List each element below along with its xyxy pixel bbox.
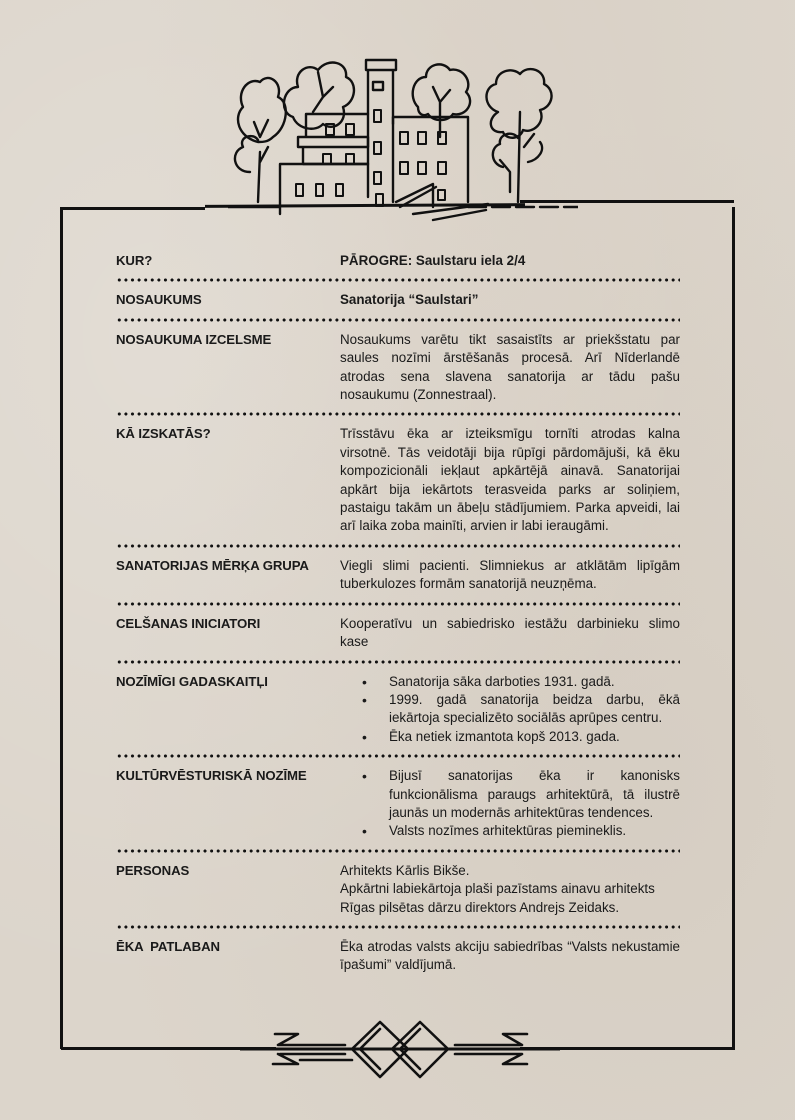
row-value (340, 862, 680, 917)
row-value: Ēka atrodas valsts akciju sabiedrības “Valsts nekustamie īpašumi” valdījumā. (340, 938, 680, 973)
dotted-separator (116, 849, 680, 853)
bullet-item: • Bijusī sanatorijas ēka ir kanonisks funkcionālisma paraugs arhitektūrā, tā ilustrē jaunās un modernās arhitektūras tendences. (340, 767, 680, 822)
row-label: KULTŪRVĒSTURISKĀ NOZĪME (116, 768, 307, 784)
decorative-ornament (240, 1012, 560, 1087)
row-label: NOZĪMĪGI GADASKAITĻI (116, 673, 268, 689)
row-value (340, 767, 680, 841)
row-name (116, 291, 680, 309)
bullet-item: • 1999. gadā sanatorija beidza darbu, ēkā iekārtoja specializēto sociālās aprūpes centru. (340, 691, 680, 728)
sanatorium-building-illustration (228, 42, 578, 227)
row-appearance (116, 425, 680, 535)
dotted-separator (116, 602, 680, 606)
tree-icon (413, 64, 470, 137)
bullet-list (340, 673, 680, 747)
bullet-item: • Sanatorija sāka darboties 1931. gadā. (340, 673, 680, 691)
dotted-separator (116, 412, 680, 416)
row-label: KUR? (116, 253, 153, 268)
row-label: CELŠANAS INICIATORI (116, 615, 261, 631)
dotted-separator (116, 660, 680, 664)
row-label: SANATORIJAS MĒRĶA GRUPA (116, 557, 309, 573)
row-name-origin (116, 331, 680, 405)
tree-icon (235, 78, 286, 202)
row-location (116, 252, 680, 270)
row-label: NOSAUKUMA IZCELSME (116, 331, 272, 347)
row-target-group (116, 557, 680, 594)
frame-border-left (60, 207, 63, 1049)
row-current-status (116, 938, 680, 975)
person-line: Apkārtni labiekārtoja plaši pazīstams ainavu arhitekts Rīgas pilsētas dārzu direktors Andrejs Zeidaks. (340, 881, 655, 915)
dotted-separator (116, 754, 680, 758)
row-initiators (116, 615, 680, 652)
row-value: Kooperatīvu un sabiedrisko iestāžu darbinieku slimo kase (340, 615, 680, 650)
bullet-list (340, 767, 680, 841)
frame-border-top-left (60, 207, 205, 210)
row-value (340, 673, 680, 747)
row-value: PĀROGRE: Saulstaru iela 2/4 (340, 253, 526, 268)
person-line: Arhitekts Kārlis Bikše. (340, 862, 470, 878)
row-value: Viegli slimi pacienti. Slimniekus ar atklātām lipīgām tuberkulozes formām sanatorijā neuzņēma. (340, 557, 680, 592)
row-value: Sanatorija “Saulstari” (340, 292, 479, 308)
row-label: PERSONAS (116, 862, 190, 878)
tree-icon (284, 63, 354, 129)
dotted-separator (116, 278, 680, 282)
row-cultural-significance (116, 767, 680, 841)
row-key-dates (116, 673, 680, 747)
tree-icon (486, 69, 551, 202)
row-value: Nosaukums varētu tikt sasaistīts ar priekšstatu par saules nozīmi ārstēšanās procesā. Arī Nīderlandē atrodas sena slavena sanatorija ar tādu pašu nosaukumu (Zonnestraal). (340, 331, 680, 403)
dotted-separator (116, 544, 680, 548)
frame-border-right (732, 207, 735, 1050)
row-persons (116, 862, 680, 917)
row-value: Trīsstāvu ēka ar izteiksmīgu tornīti atrodas kalna virsotnē. Tās veidotāji bija rūpīgi pārdomājuši, kā ēku kompozicionāli iekļaut apkārtējā ainavā. Sanatorijai apkārt bija iekārtots terasveida parks ar soliņiem, pastaigu takām un ābeļu stādījumiem. Parka apveidi, lai arī laika zoba mainīti, arvien ir labi ieraugāmi. (340, 426, 680, 534)
row-label: NOSAUKUMS (116, 292, 202, 308)
row-label: KĀ IZSKATĀS? (116, 426, 211, 442)
bullet-item: • Valsts nozīmes arhitektūras piemineklis. (340, 822, 680, 840)
dotted-separator (116, 318, 680, 322)
dotted-separator (116, 925, 680, 929)
row-label: ĒKA PATLABAN (116, 938, 220, 954)
info-table (116, 252, 680, 975)
bullet-item: • Ēka netiek izmantota kopš 2013. gada. (340, 728, 680, 746)
